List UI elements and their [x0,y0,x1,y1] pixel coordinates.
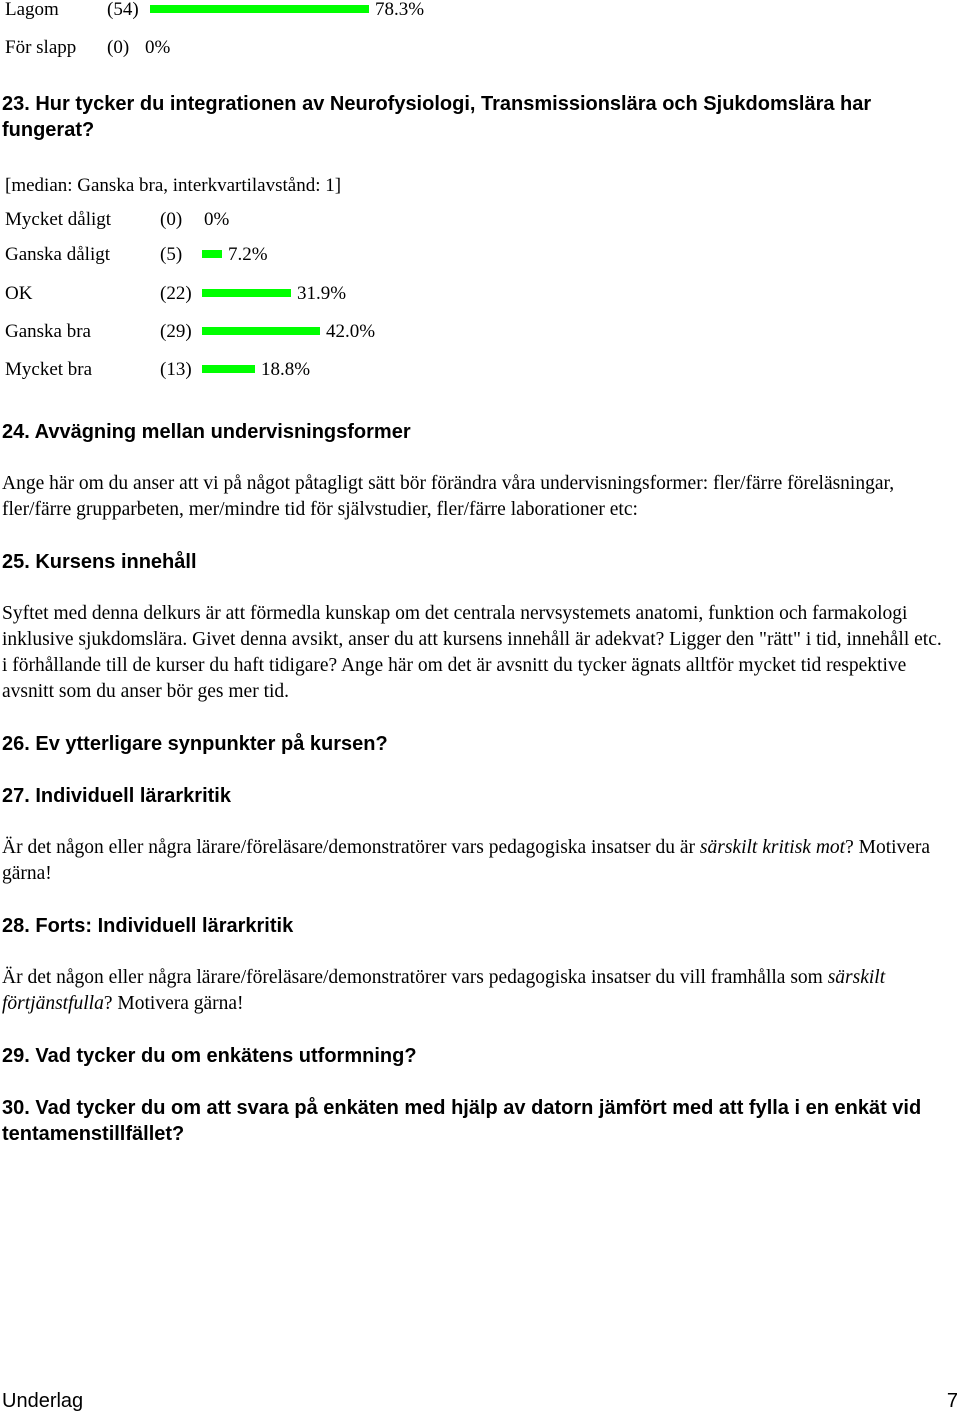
question-27-title: 27. Individuell lärarkritik [2,785,231,807]
question-24-text: Ange här om du anser att vi på något påtagligt sätt bör förändra våra undervisningsformer: fler/färre föreläsningar, fler/färre grupparbeten, mer/mindre tid för självstudier, fler/färre laborationer etc: [2,473,895,520]
question-24-title: 24. Avvägning mellan undervisningsformer [2,421,411,443]
result-percent: 31.9% [297,283,347,304]
result-percent: 18.8% [261,359,311,380]
result-row [5,0,605,23]
result-row [5,207,605,233]
result-row [5,35,605,61]
emphasis-critical: särskilt kritisk mot [699,837,846,858]
question-25-text: Syftet med denna delkurs är att förmedla kunskap om det centrala nervsystemets anatomi, funktion och farmakologi inklusive sjukdomslära. Givet denna avsikt, anser du att kursens innehåll är adekvat? Ligger den "rätt" i tid, innehåll etc. i förhållande till de kurser du haft tidigare? Ange här om det är avsnitt du tycker ägnats alltför mycket tid respektive avsnitt som du anser bör ges mer tid. [2,603,942,702]
result-count: (0) [160,209,183,230]
result-bar [202,365,255,373]
question-30-title: 30. Vad tycker du om att svara på enkäten med hjälp av datorn jämfört med att fylla i en enkät vid tentamenstillfället? [2,1097,922,1145]
page-number: 7 [946,1390,958,1412]
result-row [5,357,605,383]
result-bar [202,250,222,258]
question-23-title: 23. Hur tycker du integrationen av Neurofysiologi, Transmissionslära och Sjukdomslära har fungerat? [2,93,872,141]
question-25-title: 25. Kursens innehåll [2,551,197,573]
question-28-text: Är det någon eller några lärare/föreläsare/demonstratörer vars pedagogiska insatser du vill framhålla som särskilt förtjänstfulla? Motivera gärna! [2,967,886,1014]
result-count: (54) [107,0,139,20]
result-row [5,319,605,345]
result-bar [202,289,291,297]
result-percent: 7.2% [228,244,268,265]
result-percent: 0% [145,37,171,58]
question-26-title: 26. Ev ytterligare synpunkter på kursen? [2,733,388,755]
result-row [5,242,605,268]
result-label: OK [5,283,33,304]
emphasis-praiseworthy: särskilt förtjänstfulla [2,967,886,1014]
question-23-median: [median: Ganska bra, interkvartilavstånd: 1] [5,175,342,196]
result-row [5,281,605,307]
result-label: Ganska dåligt [5,244,111,265]
question-27-text: Är det någon eller några lärare/föreläsare/demonstratörer vars pedagogiska insatser du är särskilt kritisk mot? Motivera gärna! [2,837,931,884]
result-label: För slapp [5,37,77,58]
result-label: Mycket dåligt [5,209,112,230]
result-label: Lagom [5,0,59,20]
result-bar [202,327,320,335]
result-count: (13) [160,359,192,380]
result-percent: 42.0% [326,321,376,342]
result-count: (0) [107,37,130,58]
result-count: (22) [160,283,192,304]
result-label: Mycket bra [5,359,93,380]
result-percent: 78.3% [375,0,425,20]
question-29-title: 29. Vad tycker du om enkätens utformning? [2,1045,417,1067]
result-count: (29) [160,321,192,342]
result-bar [150,5,369,13]
result-label: Ganska bra [5,321,91,342]
result-count: (5) [160,244,183,265]
question-28-title: 28. Forts: Individuell lärarkritik [2,915,294,937]
footer-label: Underlag [2,1390,84,1412]
result-percent: 0% [204,209,230,230]
